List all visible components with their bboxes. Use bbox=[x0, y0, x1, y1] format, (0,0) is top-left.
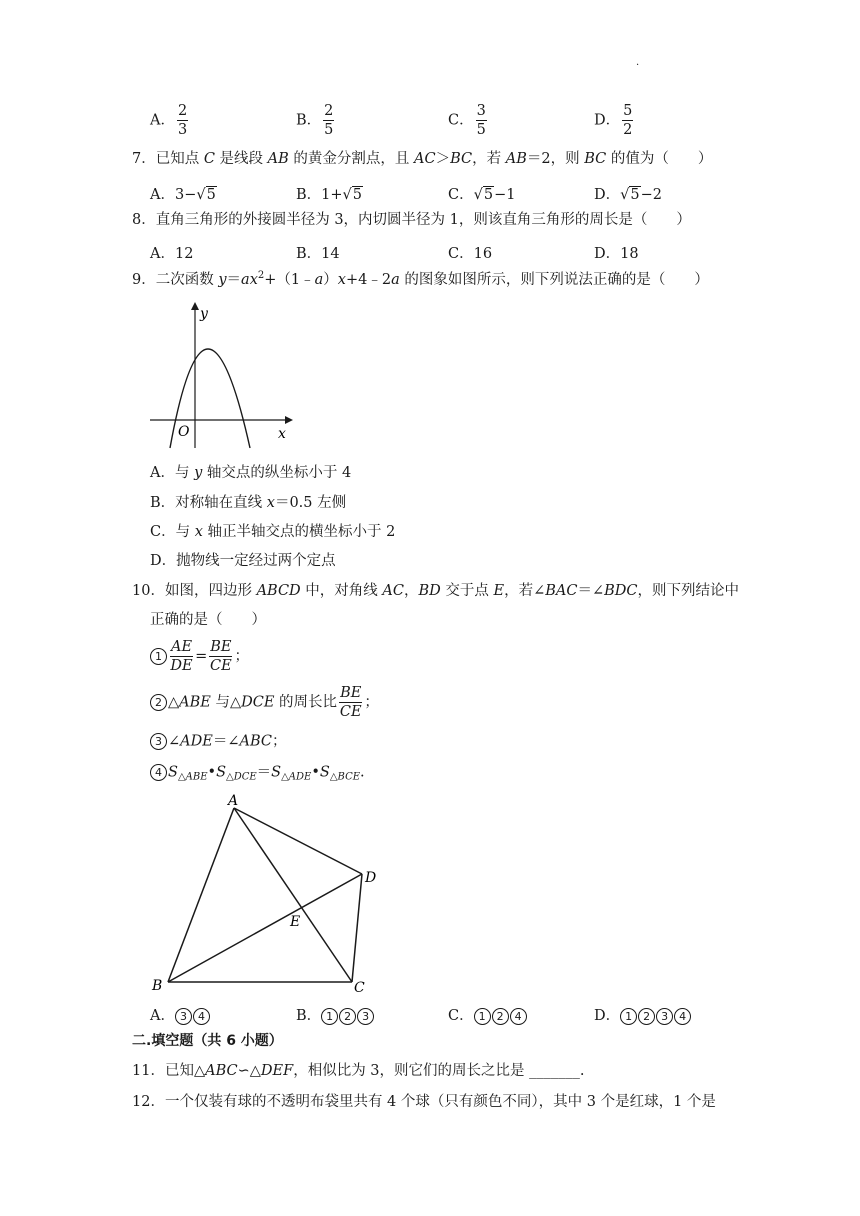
var: BC bbox=[450, 151, 473, 167]
text: ＝0.5 左侧 bbox=[274, 495, 347, 511]
sqrt: √5 bbox=[342, 187, 363, 203]
vertex-label-c: C bbox=[354, 980, 365, 996]
text: 交于点 bbox=[440, 583, 494, 599]
option-label: A． bbox=[150, 1008, 175, 1024]
circled-number: 4 bbox=[510, 1008, 527, 1025]
q7-option-b bbox=[296, 183, 363, 204]
q10-option-b bbox=[296, 1004, 375, 1025]
numerator: 2 bbox=[324, 103, 334, 119]
text: 的值为（ ） bbox=[606, 151, 713, 167]
circled-number: 4 bbox=[674, 1008, 691, 1025]
text: 是线段 bbox=[214, 151, 268, 167]
diagonal-bd bbox=[168, 874, 362, 982]
q7-option-c bbox=[448, 183, 515, 204]
text: 的黄金分割点，且 bbox=[288, 151, 415, 167]
text: C．与 bbox=[150, 524, 195, 540]
q10-option-c bbox=[448, 1004, 528, 1025]
var: x bbox=[266, 495, 275, 511]
var: AC bbox=[382, 583, 404, 599]
text: 已知点 bbox=[155, 151, 204, 167]
option-label: D． bbox=[594, 187, 621, 203]
q7-option-d bbox=[594, 183, 662, 204]
circled-number: 3 bbox=[656, 1008, 673, 1025]
var: S bbox=[319, 764, 330, 781]
text: A．与 bbox=[150, 465, 195, 481]
vertex-label-b: B bbox=[152, 978, 163, 994]
circled-number: 1 bbox=[150, 648, 167, 665]
subscript: △DCE bbox=[226, 771, 257, 783]
x-axis-arrow-icon bbox=[285, 416, 293, 424]
var: y bbox=[194, 465, 203, 481]
var: a bbox=[391, 272, 400, 288]
text: ＝∠ bbox=[577, 583, 605, 599]
denominator: 5 bbox=[324, 121, 334, 138]
segment-da bbox=[234, 808, 362, 874]
q10-option-d bbox=[594, 1004, 692, 1025]
text: 轴正半轴交点的横坐标小于 2 bbox=[202, 524, 396, 540]
q7-stem bbox=[132, 152, 712, 167]
var: ABC bbox=[239, 733, 272, 750]
circled-number: 2 bbox=[638, 1008, 655, 1025]
numerator: 2 bbox=[177, 103, 188, 119]
fraction bbox=[339, 686, 362, 719]
fraction bbox=[323, 104, 334, 137]
var: BAC bbox=[545, 583, 578, 599]
q10-statement-1 bbox=[150, 640, 249, 673]
q9-option-d: D．抛物线一定经过两个定点 bbox=[150, 553, 336, 569]
q6-option-c bbox=[448, 104, 489, 137]
option-label: B． bbox=[296, 1008, 322, 1024]
text: ＝∠ bbox=[212, 733, 240, 750]
circled-number: 1 bbox=[321, 1008, 338, 1025]
option-label: D． bbox=[594, 112, 621, 129]
q8-stem: 8．直角三角形的外接圆半径为 3，内切圆半径为 1，则该直角三角形的周长是（ ） bbox=[132, 212, 691, 228]
text: +（1﹣ bbox=[264, 272, 315, 288]
q10-statement-2 bbox=[150, 686, 379, 719]
option-label: C． bbox=[448, 187, 474, 203]
text: −1 bbox=[494, 187, 516, 203]
fraction bbox=[622, 104, 633, 137]
text: 的周长比 bbox=[274, 694, 338, 711]
q12-stem: 12．一个仅装有球的不透明布袋里共有 4 个球（只有颜色不同），其中 3 个是红球，1 个是 bbox=[132, 1094, 716, 1110]
q8-option-b: B．14 bbox=[296, 246, 340, 262]
section-heading: 二.填空题（共 6 小题） bbox=[132, 1033, 283, 1049]
var: ADE bbox=[180, 733, 213, 750]
var: BC bbox=[584, 151, 607, 167]
var: AC bbox=[414, 151, 436, 167]
q8-option-c: C．16 bbox=[448, 246, 493, 262]
text: ，相似比为 3，则它们的周长之比是 bbox=[293, 1063, 530, 1079]
denominator: DE bbox=[170, 657, 193, 674]
option-label: A． bbox=[150, 112, 175, 129]
numerator: 3 bbox=[476, 103, 486, 119]
circled-number: 1 bbox=[474, 1008, 491, 1025]
numerator: 5 bbox=[623, 103, 633, 119]
answer-blank[interactable]: _______ bbox=[529, 1063, 580, 1079]
var: x bbox=[194, 524, 203, 540]
subscript: △BCE bbox=[329, 771, 361, 783]
q6-option-b bbox=[296, 104, 336, 137]
subscript: △ABE bbox=[177, 771, 208, 783]
var: ABE bbox=[179, 694, 211, 711]
var: S bbox=[216, 764, 226, 781]
circled-number: 2 bbox=[339, 1008, 356, 1025]
text: ，则下列结论中 bbox=[637, 583, 740, 599]
fraction bbox=[177, 104, 188, 137]
denominator: 2 bbox=[623, 121, 633, 138]
text: 9．二次函数 bbox=[132, 272, 219, 288]
text: 中，对角线 bbox=[300, 583, 383, 599]
text: ＝ bbox=[256, 764, 272, 781]
quadrilateral-figure bbox=[146, 792, 386, 998]
circled-number: 4 bbox=[193, 1008, 210, 1025]
option-label: B． bbox=[296, 112, 322, 129]
q10-stem-line1 bbox=[132, 584, 739, 599]
var: DEF bbox=[260, 1063, 294, 1079]
y-axis-label: y bbox=[200, 306, 208, 322]
text: △ bbox=[168, 694, 180, 711]
text: ＝ bbox=[226, 272, 242, 288]
var: x bbox=[337, 272, 346, 288]
fraction bbox=[476, 104, 487, 137]
radicand: 5 bbox=[352, 187, 363, 203]
text: ＞ bbox=[435, 151, 451, 167]
var: BD bbox=[418, 583, 441, 599]
denominator: CE bbox=[339, 703, 362, 720]
denominator: 5 bbox=[476, 121, 486, 138]
var: S bbox=[271, 764, 282, 781]
var: AB bbox=[267, 151, 289, 167]
vertex-label-d: D bbox=[365, 870, 377, 886]
circled-number: 2 bbox=[492, 1008, 509, 1025]
fraction bbox=[170, 640, 193, 673]
segment-cd bbox=[352, 874, 362, 982]
circled-number: 3 bbox=[357, 1008, 374, 1025]
fraction bbox=[209, 640, 232, 673]
var: y bbox=[218, 272, 227, 288]
vertex-label-a: A bbox=[228, 793, 239, 809]
text: ，若 bbox=[472, 151, 506, 167]
q6-option-d bbox=[594, 104, 635, 137]
var: E bbox=[493, 583, 505, 599]
var: C bbox=[203, 151, 215, 167]
question-number: 7． bbox=[132, 151, 156, 167]
option-label: D． bbox=[594, 1008, 621, 1024]
text: 1+ bbox=[321, 187, 343, 203]
sqrt: √5 bbox=[473, 187, 494, 203]
var: BDC bbox=[604, 583, 638, 599]
var: a bbox=[314, 272, 324, 288]
q7-option-a bbox=[150, 183, 217, 204]
origin-label: O bbox=[178, 424, 190, 440]
text: ∠ bbox=[168, 733, 181, 750]
text: ， bbox=[403, 583, 419, 599]
parabola-graph bbox=[140, 300, 300, 450]
radicand: 5 bbox=[630, 187, 640, 203]
circled-number: 1 bbox=[620, 1008, 637, 1025]
var: ABC bbox=[205, 1063, 238, 1079]
text: 的图象如图所示，则下列说法正确的是（ ） bbox=[399, 272, 709, 288]
var: a bbox=[241, 272, 250, 288]
radicand: 5 bbox=[483, 187, 494, 203]
segment-ab bbox=[168, 808, 234, 982]
text: ） bbox=[323, 272, 338, 288]
var: DCE bbox=[241, 694, 275, 711]
text: . bbox=[579, 1063, 585, 1079]
x-axis-label: x bbox=[278, 426, 286, 442]
text: 3− bbox=[174, 187, 197, 203]
q6-option-a bbox=[150, 104, 190, 137]
y-axis-arrow-icon bbox=[191, 302, 199, 310]
circled-number: 2 bbox=[150, 694, 167, 711]
option-label: C． bbox=[448, 112, 474, 129]
q10-statement-3 bbox=[150, 733, 287, 750]
q10-stem-line2: 正确的是（ ） bbox=[150, 612, 266, 628]
text: 轴交点的纵坐标小于 4 bbox=[202, 465, 352, 481]
vertex-label-e: E bbox=[290, 914, 301, 930]
text: ； bbox=[364, 694, 379, 711]
var: S bbox=[168, 764, 178, 781]
q9-option-c bbox=[150, 525, 395, 540]
text: 与△ bbox=[210, 694, 242, 711]
header-dot: . bbox=[636, 57, 640, 68]
text: −2 bbox=[640, 187, 662, 203]
sqrt: √5 bbox=[620, 187, 640, 203]
text: +4﹣2 bbox=[345, 272, 392, 288]
numerator: AE bbox=[171, 639, 193, 655]
radicand: 5 bbox=[206, 187, 216, 203]
subscript: △ADE bbox=[281, 771, 312, 783]
circled-number: 3 bbox=[175, 1008, 192, 1025]
text: 11．已知△ bbox=[132, 1063, 206, 1079]
q10-option-a bbox=[150, 1004, 211, 1025]
exponent: 2 bbox=[257, 270, 265, 281]
text: • bbox=[207, 764, 217, 781]
numerator: BE bbox=[210, 639, 232, 655]
denominator: 3 bbox=[177, 121, 188, 138]
text: B．对称轴在直线 bbox=[150, 495, 267, 511]
text: ＝2，则 bbox=[526, 151, 585, 167]
denominator: CE bbox=[210, 657, 232, 674]
circled-number: 3 bbox=[150, 733, 167, 750]
q8-option-d: D．18 bbox=[594, 246, 639, 262]
q11-stem bbox=[132, 1064, 585, 1079]
text: ； bbox=[234, 648, 249, 665]
option-label: C． bbox=[448, 1008, 474, 1024]
diagonal-ac bbox=[234, 808, 352, 982]
text: . bbox=[360, 764, 365, 781]
text: 10．如图，四边形 bbox=[132, 583, 257, 599]
numerator: BE bbox=[340, 685, 362, 701]
q9-option-b bbox=[150, 496, 346, 511]
q9-option-a bbox=[150, 466, 351, 481]
circled-number: 4 bbox=[150, 764, 167, 781]
text: ； bbox=[272, 733, 287, 750]
var: x bbox=[249, 272, 258, 288]
q8-option-a: A．12 bbox=[150, 246, 194, 262]
text: = bbox=[195, 648, 208, 665]
sqrt: √5 bbox=[196, 187, 216, 203]
text: ，若∠ bbox=[504, 583, 546, 599]
q9-stem bbox=[132, 271, 709, 288]
text: • bbox=[311, 764, 320, 781]
option-label: B． bbox=[296, 187, 322, 203]
option-label: A． bbox=[150, 187, 175, 203]
var: AB bbox=[505, 151, 527, 167]
q10-statement-4 bbox=[150, 764, 365, 783]
text: ∽△ bbox=[237, 1063, 261, 1079]
var: ABCD bbox=[256, 583, 301, 599]
